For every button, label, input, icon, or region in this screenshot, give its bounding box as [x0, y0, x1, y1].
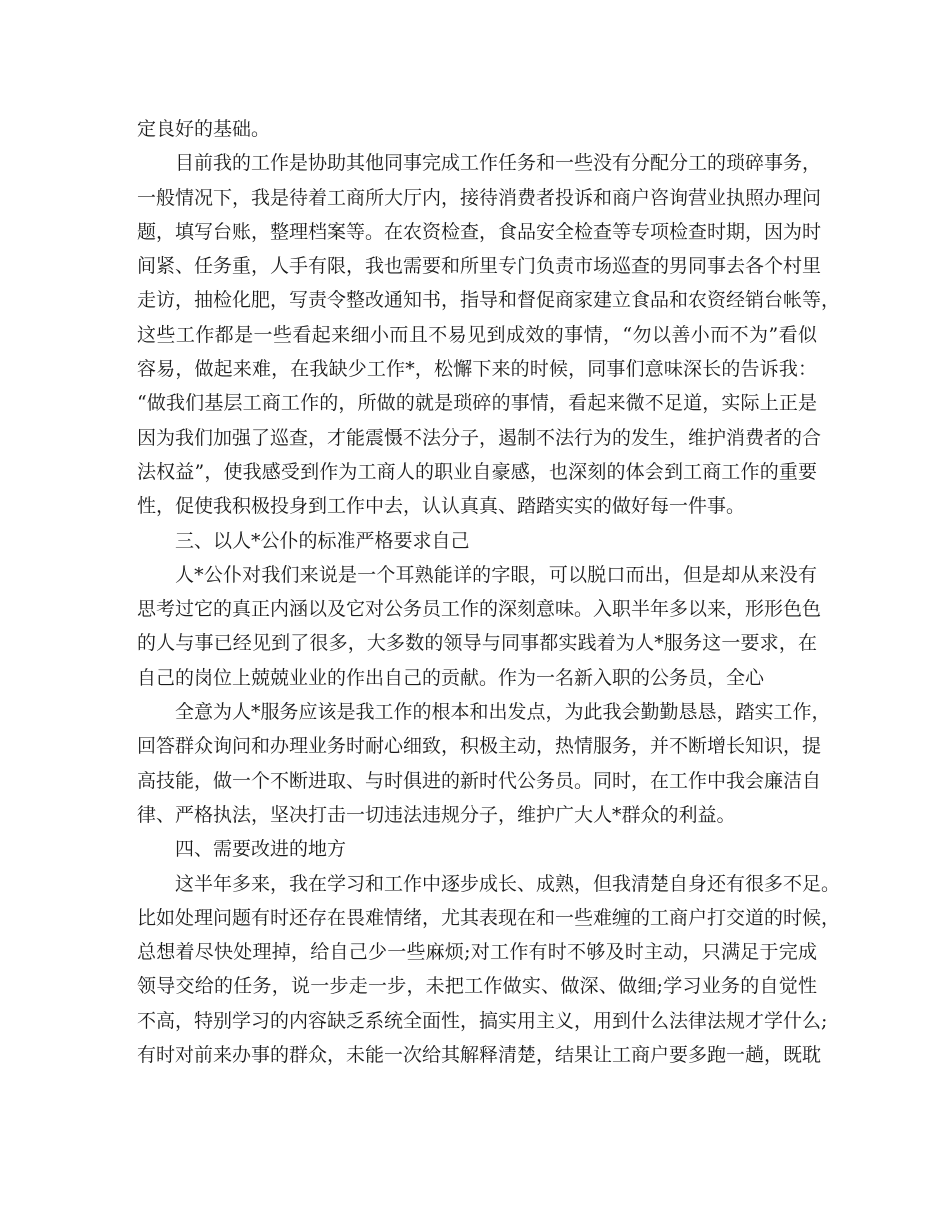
text-line: 定良好的基础。: [137, 118, 271, 140]
text-line: 高技能，做一个不断进取、与时俱进的新时代公务员。同时，在工作中我会廉洁自: [137, 769, 822, 792]
text-line: 人*公仆对我们来说是一个耳熟能详的字眼，可以脱口而出，但是却从来没有: [175, 563, 817, 586]
text-line: 法权益”，使我感受到作为工商人的职业自豪感，也深刻的体会到工商工作的重要: [137, 460, 817, 483]
text-line: 这半年多来，我在学习和工作中逐步成长、成熟，但我清楚自身还有很多不足。: [175, 872, 841, 895]
text-line: 领导交给的任务，说一步走一步，未把工作做实、做深、做细;学习业务的自觉性: [137, 975, 817, 998]
text-line: 有时对前来办事的群众，未能一次给其解释清楚，结果让工商户要多跑一趟，既耽: [137, 1044, 822, 1067]
text-line: 全意为人*服务应该是我工作的根本和出发点，为此我会勤勤恳恳，踏实工作，: [175, 701, 831, 724]
text-line: 因为我们加强了巡查，才能震慑不法分子，遏制不法行为的发生，维护消费者的合: [137, 426, 822, 449]
text-line: 走访，抽检化肥，写责令整改通知书，指导和督促商家建立食品和农资经销台帐等，: [137, 289, 841, 312]
text-line: 目前我的工作是协助其他同事完成工作任务和一些没有分配分工的琐碎事务，: [175, 152, 822, 175]
text-line: 回答群众询问和办理业务时耐心细致，积极主动，热情服务，并不断增长知识，提: [137, 735, 822, 758]
text-line: 四、需要改进的地方: [175, 838, 347, 861]
text-line: 一般情况下，我是待着工商所大厅内，接待消费者投诉和商户咨询营业执照办理问: [137, 186, 822, 209]
text-line: 三、以人*公仆的标准严格要求自己: [175, 529, 470, 552]
text-line: 自己的岗位上兢兢业业的作出自己的贡献。作为一名新入职的公务员，全心: [137, 666, 765, 689]
text-line: 比如处理问题有时还存在畏难情绪，尤其表现在和一些难缠的工商户打交道的时候，: [137, 906, 841, 929]
text-line: 思考过它的真正内涵以及它对公务员工作的深刻意味。入职半年多以来，形形色色: [137, 598, 822, 621]
text-line: 题，填写台账，整理档案等。在农资检查，食品安全检查等专项检查时期，因为时: [137, 220, 822, 243]
text-line: 这些工作都是一些看起来细小而且不易见到成效的事情，“勿以善小而不为”看似: [137, 323, 817, 346]
document-page: [137, 112, 841, 1072]
text-line: 容易，做起来难，在我缺少工作*，松懈下来的时候，同事们意味深长的告诉我：: [137, 358, 817, 381]
text-line: 间紧、任务重，人手有限，我也需要和所里专门负责市场巡查的男同事去各个村里: [137, 255, 822, 278]
text-line: 性，促使我积极投身到工作中去，认认真真、踏踏实实的做好每一件事。: [137, 495, 746, 518]
text-line: 总想着尽快处理掉，给自己少一些麻烦;对工作有时不够及时主动，只满足于完成: [137, 941, 817, 964]
text-line: 律、严格执法，坚决打击一切违法违规分子，维护广大人*群众的利益。: [137, 803, 736, 826]
text-line: 的人与事已经见到了很多，大多数的领导与同事都实践着为人*服务这一要求，在: [137, 632, 817, 655]
text-line: 不高，特别学习的内容缺乏系统全面性，搞实用主义，用到什么法律法规才学什么;: [137, 1009, 828, 1032]
text-line: “做我们基层工商工作的，所做的就是琐碎的事情，看起来微不足道，实际上正是: [137, 392, 817, 415]
